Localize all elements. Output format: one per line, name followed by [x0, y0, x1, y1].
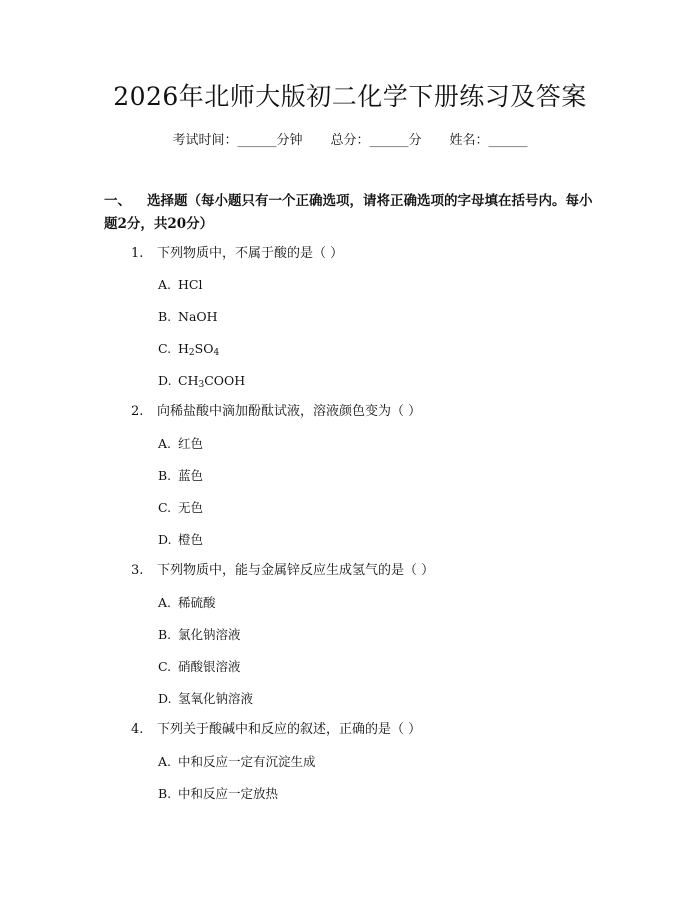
question-1-option-c: [158, 340, 219, 358]
formula-ch3cooh: $CH_3COOH$: [178, 373, 246, 390]
question-text: 向稀盐酸中滴加酚酞试液，溶液颜色变为（ ）: [157, 404, 422, 419]
option-text: 红色: [178, 436, 204, 451]
option-text: 氯化钠溶液: [178, 627, 241, 642]
section-text: 选择题（每小题只有一个正确选项，请将正确选项的字母填在括号内。每小题2分，共20分）: [104, 193, 593, 232]
option-letter: C.: [158, 659, 172, 674]
option-letter: B.: [158, 627, 172, 642]
question-2: [131, 403, 421, 421]
question-4-option-a: [158, 753, 316, 771]
question-3: [131, 562, 434, 580]
question-3-option-a: [158, 594, 216, 612]
option-letter: A.: [158, 595, 172, 610]
option-letter: A.: [158, 277, 172, 292]
option-text: 硝酸银溶液: [178, 659, 241, 674]
question-number: 2.: [131, 404, 144, 419]
option-text: 橙色: [178, 532, 204, 547]
option-letter: D.: [158, 373, 172, 388]
option-text: 氢氧化钠溶液: [178, 691, 254, 706]
question-1: [131, 245, 343, 263]
exam-time-field: 考试时间：______分钟: [172, 133, 303, 148]
question-1-option-b: [158, 308, 218, 326]
question-number: 1.: [131, 246, 144, 261]
question-2-option-b: [158, 467, 203, 485]
option-letter: A.: [158, 754, 172, 769]
option-text: 稀硫酸: [178, 595, 216, 610]
option-letter: C.: [158, 500, 172, 515]
question-2-option-c: [158, 499, 203, 517]
question-text: 下列关于酸碱中和反应的叙述，正确的是（ ）: [157, 722, 422, 737]
question-4: [131, 721, 421, 739]
question-3-option-b: [158, 626, 241, 644]
question-text: 下列物质中，能与金属锌反应生成氢气的是（ ）: [157, 563, 435, 578]
student-name-field: 姓名：______: [449, 133, 528, 148]
option-text: HCl: [178, 277, 203, 292]
question-3-option-d: [158, 690, 253, 708]
option-letter: C.: [158, 341, 172, 356]
option-letter: B.: [158, 468, 172, 483]
option-letter: D.: [158, 532, 172, 547]
option-letter: B.: [158, 309, 172, 324]
question-2-option-d: [158, 531, 203, 549]
option-text: NaOH: [178, 309, 218, 324]
option-letter: D.: [158, 691, 172, 706]
question-2-option-a: [158, 435, 203, 453]
question-1-option-a: [158, 276, 202, 294]
question-number: 4.: [131, 722, 144, 737]
section-number: 一、: [104, 193, 131, 209]
section-heading: [104, 190, 604, 236]
exam-info-line: [0, 131, 700, 151]
question-3-option-c: [158, 658, 241, 676]
option-letter: A.: [158, 436, 172, 451]
option-text: 中和反应一定放热: [178, 786, 279, 801]
option-text: 中和反应一定有沉淀生成: [178, 754, 316, 769]
question-4-option-b: [158, 785, 278, 803]
document-title: 2026年北师大版初二化学下册练习及答案: [113, 82, 587, 111]
option-letter: B.: [158, 786, 172, 801]
total-score-field: 总分：______分: [330, 133, 422, 148]
question-1-option-d: [158, 372, 245, 390]
formula-h2so4: $H_2SO_4$: [178, 341, 220, 358]
option-text: 无色: [178, 500, 204, 515]
option-text: 蓝色: [178, 468, 204, 483]
question-text: 下列物质中，不属于酸的是（ ）: [157, 246, 344, 261]
question-number: 3.: [131, 563, 144, 578]
